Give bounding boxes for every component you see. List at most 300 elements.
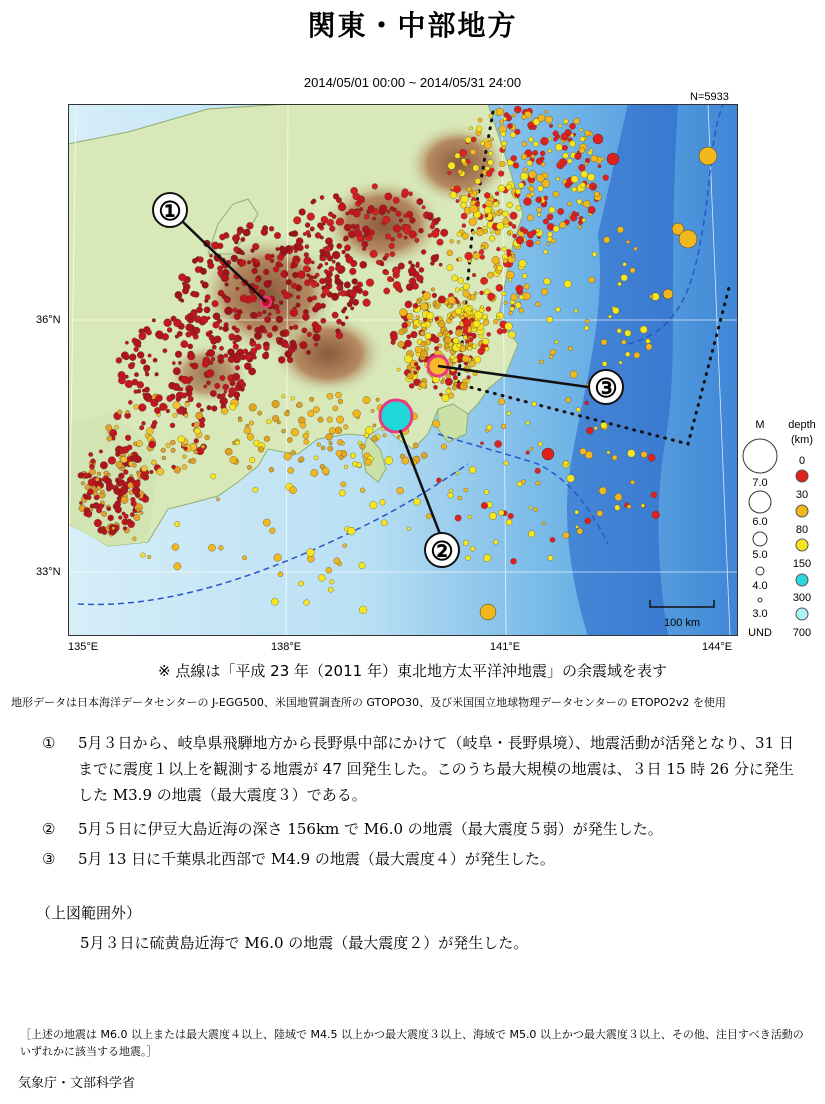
earthquake-dot: [192, 363, 199, 370]
earthquake-dot: [130, 455, 134, 459]
earthquake-dot: [405, 340, 412, 347]
earthquake-dot: [90, 504, 95, 509]
earthquake-dot: [303, 266, 310, 273]
earthquake-dot: [307, 213, 315, 221]
earthquake-dot: [270, 259, 274, 263]
earthquake-dot: [306, 431, 309, 434]
earthquake-dot: [527, 160, 533, 166]
earthquake-dot: [126, 519, 132, 525]
outside-range-text: 5月３日に硫黄島近海で M6.0 の地震（最大震度２）が発生した。: [80, 934, 529, 952]
earthquake-dot: [563, 153, 569, 159]
earthquake-dot: [274, 554, 282, 562]
earthquake-dot: [490, 230, 493, 233]
earthquake-dot: [424, 347, 428, 351]
earthquake-dot: [526, 421, 530, 425]
earthquake-dot: [496, 284, 503, 291]
earthquake-dot: [281, 270, 289, 278]
earthquake-dot: [501, 131, 506, 136]
earthquake-dot: [219, 346, 223, 350]
earthquake-dot: [416, 275, 423, 282]
earthquake-dot: [335, 427, 342, 434]
earthquake-dot: [455, 153, 461, 159]
earthquake-dot: [269, 467, 274, 472]
earthquake-dot: [86, 512, 92, 518]
earthquake-dot: [245, 353, 252, 360]
earthquake-dot: [439, 393, 442, 396]
earthquake-dot: [467, 375, 471, 379]
earthquake-dot: [334, 558, 340, 564]
earthquake-dot: [580, 182, 586, 188]
earthquake-dot: [488, 160, 494, 166]
earthquake-dot: [455, 288, 459, 292]
earthquake-dot: [183, 408, 187, 412]
event-item-1-text: 5月３日から、岐阜県飛騨地方から長野県中部にかけて（岐阜・長野県境）、地震活動が活発となり、31 日までに震度１以上を観測する地震が 47 回発生した。このうち最大規模の地震は、３日 15 時 26 分に発生した M3.9 の地震（最大震度３）である。: [78, 734, 794, 804]
earthquake-dot: [270, 528, 276, 534]
earthquake-dot: [300, 341, 308, 349]
earthquake-dot: [493, 202, 498, 207]
earthquake-dot: [243, 229, 250, 236]
earthquake-dot: [79, 501, 82, 504]
earthquake-dot: [294, 250, 297, 253]
earthquake-dot: [290, 309, 298, 317]
earthquake-dot: [588, 174, 595, 181]
earthquake-dot: [529, 126, 532, 129]
earthquake-dot: [193, 334, 199, 340]
earthquake-dot: [462, 224, 466, 228]
earthquake-dot: [221, 274, 229, 282]
earthquake-dot: [456, 472, 459, 475]
earthquake-dot: [155, 395, 162, 402]
earthquake-dot: [422, 206, 425, 209]
earthquake-dot: [126, 410, 130, 414]
earthquake-dot: [219, 234, 225, 240]
event-item-2-number: ②: [42, 820, 56, 838]
earthquake-dot: [204, 307, 210, 313]
earthquake-dot: [162, 456, 166, 460]
earthquake-dot: [196, 403, 201, 408]
earthquake-dot: [455, 515, 461, 521]
earthquake-dot: [140, 359, 146, 365]
earthquake-dot: [125, 435, 131, 441]
earthquake-dot: [302, 313, 309, 320]
earthquake-dot: [344, 282, 351, 289]
earthquake-dot: [376, 260, 381, 265]
earthquake-dot: [527, 231, 534, 238]
earthquake-dot: [406, 284, 413, 291]
earthquake-dot: [363, 396, 370, 403]
earthquake-dot: [428, 234, 432, 238]
earthquake-dot: [503, 259, 508, 264]
earthquake-dot: [191, 291, 197, 297]
earthquake-dot: [208, 262, 214, 268]
earthquake-dot: [139, 333, 146, 340]
earthquake-dot: [304, 252, 309, 257]
earthquake-dot: [426, 312, 433, 319]
earthquake-dot: [413, 303, 418, 308]
earthquake-dot: [474, 292, 477, 295]
earthquake-dot: [248, 368, 255, 375]
earthquake-dot: [469, 360, 475, 366]
earthquake-dot: [588, 206, 595, 213]
earthquake-dot: [147, 428, 154, 435]
earthquake-dot: [267, 332, 272, 337]
earthquake-dot: [263, 269, 269, 275]
earthquake-dot: [397, 233, 402, 238]
earthquake-dot: [304, 439, 309, 444]
earthquake-dot: [470, 295, 476, 301]
earthquake-dot: [188, 344, 193, 349]
earthquake-dot: [118, 516, 122, 520]
earthquake-dot: [586, 427, 593, 434]
earthquake-dot: [276, 247, 279, 250]
earthquake-dot: [308, 410, 314, 416]
earthquake-dot: [112, 527, 115, 530]
earthquake-dot: [211, 242, 219, 250]
earthquake-dot: [185, 402, 190, 407]
earthquake-dot: [506, 271, 514, 279]
earthquake-dot: [502, 247, 507, 252]
earthquake-dot: [580, 137, 585, 142]
earthquake-dot: [320, 249, 324, 253]
earthquake-dot: [229, 333, 235, 339]
earthquake-dot: [207, 349, 215, 357]
earthquake-dot: [480, 442, 483, 445]
earthquake-dot: [444, 336, 451, 343]
earthquake-dot: [547, 236, 552, 241]
earthquake-dot: [247, 465, 251, 469]
earthquake-dot: [246, 222, 253, 229]
earthquake-dot: [420, 331, 425, 336]
earthquake-dot: [213, 322, 220, 329]
earthquake-dot: [569, 123, 575, 129]
earthquake-dot: [182, 465, 187, 470]
earthquake-dot: [217, 394, 222, 399]
earthquake-dot: [540, 137, 548, 145]
earthquake-dot: [584, 326, 589, 331]
earthquake-dot: [291, 450, 296, 455]
earthquake-dot: [498, 398, 505, 405]
lat-label-36: 36°N: [36, 314, 61, 326]
earthquake-dot: [216, 498, 219, 501]
earthquake-dot: [515, 129, 521, 135]
earthquake-dot: [571, 176, 578, 183]
earthquake-dot: [426, 514, 431, 519]
earthquake-dot: [241, 237, 246, 242]
earthquake-dot: [574, 309, 578, 313]
earthquake-dot: [284, 343, 289, 348]
earthquake-dot: [143, 494, 146, 497]
earthquake-dot: [607, 153, 619, 165]
earthquake-dot: [94, 519, 102, 527]
earthquake-dot: [487, 293, 494, 300]
earthquake-dot: [174, 522, 179, 527]
earthquake-dot: [556, 177, 560, 181]
earthquake-dot: [238, 418, 242, 422]
earthquake-dot: [244, 427, 251, 434]
earthquake-dot: [484, 141, 492, 149]
earthquake-dot: [547, 214, 553, 220]
earthquake-dot: [318, 417, 324, 423]
dotted-line-note: ※ 点線は「平成 23 年（2011 年）東北地方太平洋沖地震」の余震域を表す: [158, 662, 667, 680]
earthquake-dot: [321, 446, 325, 450]
earthquake-dot: [343, 238, 346, 241]
earthquake-dot: [393, 267, 400, 274]
earthquake-dot: [296, 238, 303, 245]
earthquake-dot: [333, 193, 339, 199]
earthquake-dot: [338, 203, 346, 211]
earthquake-dot: [172, 544, 179, 551]
earthquake-dot: [489, 114, 493, 118]
legend-depth-unit: (km): [791, 434, 813, 446]
earthquake-dot: [438, 332, 443, 337]
earthquake-dot: [553, 131, 559, 137]
earthquake-dot: [247, 433, 254, 440]
earthquake-dot: [327, 393, 333, 399]
earthquake-dot: [366, 279, 374, 287]
earthquake-dot: [84, 495, 88, 499]
earthquake-dot: [381, 520, 387, 526]
earthquake-dot: [336, 392, 342, 398]
earthquake-dot: [641, 451, 647, 457]
earthquake-dot: [311, 200, 315, 204]
earthquake-dot: [407, 313, 414, 320]
earthquake-dot: [268, 313, 272, 317]
earthquake-dot: [568, 346, 573, 351]
earthquake-dot: [583, 200, 590, 207]
earthquake-dot: [207, 405, 212, 410]
earthquake-dot: [393, 225, 401, 233]
earthquake-dot: [407, 373, 413, 379]
earthquake-dot: [570, 371, 577, 378]
earthquake-dot: [199, 303, 202, 306]
earthquake-dot: [436, 478, 441, 483]
earthquake-dot: [480, 604, 496, 620]
earthquake-dot: [297, 245, 303, 251]
earthquake-dot: [579, 147, 585, 153]
earthquake-dot: [462, 301, 465, 304]
earthquake-dot: [448, 296, 455, 303]
period-label: 2014/05/01 00:00 ~ 2014/05/31 24:00: [303, 75, 522, 90]
earthquake-dot: [345, 293, 349, 297]
earthquake-dot: [214, 383, 220, 389]
earthquake-dot: [398, 341, 405, 348]
earthquake-dot: [411, 331, 418, 338]
earthquake-dot: [212, 345, 216, 349]
earthquake-dot: [266, 419, 271, 424]
earthquake-dot: [108, 515, 114, 521]
earthquake-dot: [235, 441, 239, 445]
earthquake-dot: [357, 235, 364, 242]
earthquake-dot: [561, 133, 569, 141]
earthquake-dot: [500, 161, 506, 167]
earthquake-dot: [530, 447, 533, 450]
earthquake-dot: [519, 260, 527, 268]
earthquake-dot: [553, 191, 559, 197]
earthquake-dot: [590, 149, 593, 152]
earthquake-dot: [501, 424, 506, 429]
earthquake-dot: [349, 290, 356, 297]
earthquake-dot: [490, 138, 494, 142]
earthquake-dot: [630, 268, 635, 273]
earthquake-dot: [344, 245, 350, 251]
earthquake-dot: [612, 455, 617, 460]
earthquake-dot: [545, 116, 552, 123]
earthquake-dot: [455, 308, 462, 315]
event-count: N=5933: [690, 91, 729, 103]
earthquake-dot: [157, 468, 164, 475]
earthquake-dot: [182, 455, 186, 459]
earthquake-dot: [417, 198, 423, 204]
earthquake-dot: [228, 356, 235, 363]
earthquake-dot: [538, 442, 542, 446]
earthquake-dot: [617, 328, 622, 333]
earthquake-dot: [174, 319, 182, 327]
earthquake-dot: [121, 496, 128, 503]
earthquake-dot: [282, 429, 286, 433]
earthquake-dot: [502, 292, 506, 296]
earthquake-dot: [199, 422, 205, 428]
earthquake-dot: [652, 511, 660, 519]
earthquake-dot: [418, 320, 421, 323]
earthquake-dot: [230, 381, 236, 387]
earthquake-dot: [264, 436, 270, 442]
earthquake-dot: [408, 267, 416, 275]
earthquake-dot: [296, 303, 301, 308]
earthquake-dot: [182, 288, 189, 295]
earthquake-dot: [572, 211, 576, 215]
earthquake-dot: [541, 162, 545, 166]
agency-name: 気象庁・文部科学省: [18, 1076, 136, 1091]
earthquake-dot: [107, 507, 111, 511]
earthquake-dot: [233, 308, 238, 313]
earthquake-dot: [118, 473, 124, 479]
earthquake-dot: [414, 498, 421, 505]
earthquake-dot: [313, 406, 319, 412]
earthquake-dot: [274, 232, 281, 239]
earthquake-dot: [621, 340, 626, 345]
earthquake-dot: [520, 172, 528, 180]
earthquake-dot: [137, 352, 144, 359]
earthquake-dot: [477, 229, 484, 236]
earthquake-dot: [174, 563, 181, 570]
earthquake-dot: [562, 145, 567, 150]
earthquake-dot: [511, 255, 514, 258]
earthquake-dot: [413, 325, 417, 329]
earthquake-dot: [338, 399, 343, 404]
earthquake-dot: [538, 114, 545, 121]
earthquake-dot: [373, 424, 376, 427]
earthquake-dot: [224, 354, 228, 358]
earthquake-dot: [91, 459, 96, 464]
earthquake-dot: [478, 118, 482, 122]
earthquake-dot: [235, 365, 240, 370]
legend: [740, 414, 825, 644]
earthquake-dot: [171, 448, 176, 453]
earthquake-dot: [134, 339, 142, 347]
earthquake-dot: [541, 288, 548, 295]
earthquake-dot: [211, 474, 216, 479]
earthquake-dot: [574, 118, 580, 124]
earthquake-dot: [483, 320, 489, 326]
earthquake-dot: [508, 331, 515, 338]
event-item-1: [42, 730, 802, 808]
earthquake-dot: [249, 421, 254, 426]
earthquake-dot: [188, 396, 194, 402]
earthquake-dot: [279, 300, 283, 304]
earthquake-dot: [498, 171, 504, 177]
earthquake-dot: [293, 325, 298, 330]
earthquake-dot: [269, 226, 274, 231]
legend-mag-6: 6.0: [752, 516, 768, 528]
earthquake-dot: [237, 336, 242, 341]
earthquake-dot: [425, 333, 431, 339]
earthquake-dot: [362, 241, 369, 248]
earthquake-dot: [209, 361, 213, 365]
earthquake-dot: [370, 250, 378, 258]
earthquake-dot: [188, 351, 194, 357]
earthquake-dot: [569, 141, 575, 147]
earthquake-dot: [399, 219, 403, 223]
earthquake-dot: [529, 506, 532, 509]
earthquake-dot: [253, 356, 257, 360]
earthquake-dot: [130, 362, 135, 367]
earthquake-dot: [350, 307, 354, 311]
earthquake-dot: [362, 247, 366, 251]
callout-3-label: ③: [594, 373, 618, 403]
earthquake-dot: [468, 346, 472, 350]
earthquake-dot: [634, 352, 640, 358]
earthquake-dot: [393, 197, 399, 203]
earthquake-dot: [247, 261, 251, 265]
earthquake-dot: [172, 465, 176, 469]
earthquake-dot: [89, 469, 95, 475]
earthquake-dot: [594, 426, 598, 430]
earthquake-dot: [291, 428, 299, 436]
earthquake-dot: [363, 299, 371, 307]
earthquake-dot: [324, 277, 332, 285]
earthquake-dot: [433, 337, 440, 344]
earthquake-dot: [303, 232, 307, 236]
earthquake-dot: [200, 268, 207, 275]
earthquake-dot: [127, 445, 132, 450]
earthquake-dot: [324, 251, 330, 257]
earthquake-dot: [128, 461, 133, 466]
earthquake-dot: [284, 411, 289, 416]
earthquake-dot: [89, 464, 94, 469]
earthquake-dot: [161, 448, 166, 453]
earthquake-dot: [602, 361, 607, 366]
earthquake-dot: [364, 214, 369, 219]
earthquake-dot: [363, 290, 369, 296]
earthquake-dot: [145, 372, 149, 376]
earthquake-dot: [480, 305, 483, 308]
earthquake-dot: [414, 371, 417, 374]
earthquake-dot: [485, 214, 488, 217]
earthquake-dot: [385, 234, 391, 240]
earthquake-dot: [577, 528, 583, 534]
earthquake-dot: [529, 186, 534, 191]
earthquake-dot: [533, 141, 538, 146]
earthquake-dot: [335, 266, 341, 272]
earthquake-dot: [585, 319, 589, 323]
earthquake-dot: [341, 309, 345, 313]
earthquake-dot: [225, 283, 229, 287]
earthquake-dot: [409, 279, 413, 283]
earthquake-dot: [96, 508, 102, 514]
earthquake-dot: [134, 404, 139, 409]
earthquake-dot: [480, 255, 485, 260]
earthquake-dot: [116, 479, 123, 486]
